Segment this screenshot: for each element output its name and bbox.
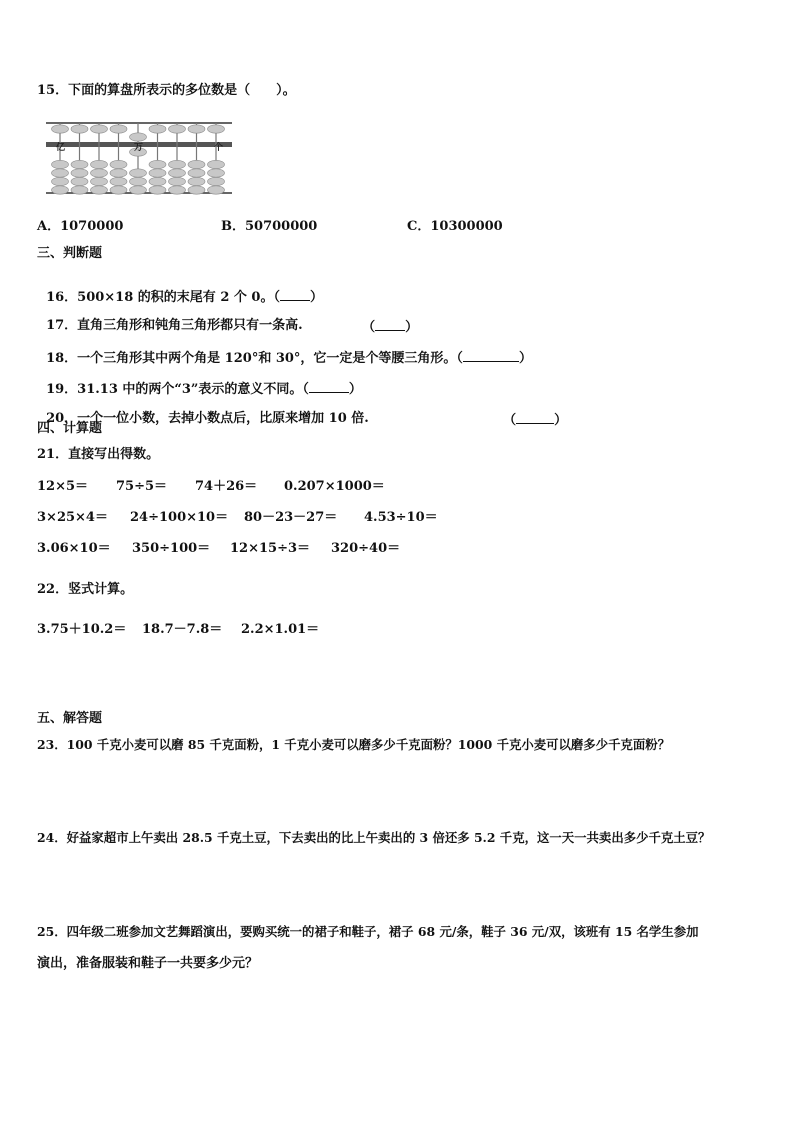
q17: 17．直角三角形和钝角三角形都只有一条高. [46,318,303,333]
abacus-lower-bead [110,177,127,185]
calc-item: 12×5＝ [37,479,89,494]
abacus-upper-bead [91,125,108,133]
abacus-lower-bead [208,169,225,177]
calc-item: 320÷40＝ [331,541,401,556]
q17-answer-blank: （ ） [362,320,419,335]
abacus-lower-bead [208,160,225,168]
vertical-calc-item: 3.75＋10.2＝ [37,622,127,637]
calc-item: 80－23－27＝ [244,510,338,525]
abacus-lower-bead [71,177,88,185]
calc-item: 74＋26＝ [195,479,258,494]
abacus-upper-bead [169,125,186,133]
vertical-calc-item: 2.2×1.01＝ [241,622,320,637]
abacus-lower-bead [188,186,205,194]
abacus-lower-bead [91,160,108,168]
q21-stem: 21．直接写出得数。 [37,447,160,462]
abacus-lower-bead [208,186,225,194]
abacus-lower-bead [169,177,186,185]
q15-stem: 15．下面的算盘所表示的多位数是（ ）。 [37,83,296,98]
abacus-lower-bead [149,160,166,168]
q20-answer-blank: （ ） [503,413,568,428]
abacus-label-wan: 万 [134,143,144,153]
abacus-lower-bead [91,169,108,177]
q15-option-a: A．1070000 [37,219,124,234]
abacus-lower-bead [91,177,108,185]
abacus-lower-bead [169,186,186,194]
vertical-calc-item: 18.7－7.8＝ [142,622,223,637]
abacus-lower-bead [188,160,205,168]
abacus-lower-bead [71,186,88,194]
abacus-lower-bead [71,169,88,177]
abacus-lower-bead [110,186,127,194]
abacus-image [44,120,234,196]
calc-item: 0.207×1000＝ [284,479,385,494]
q16: 16．500×18 的积的末尾有 2 个 0。（ ） [46,290,323,305]
calc-item: 3.06×10＝ [37,541,111,556]
q23: 23．100 千克小麦可以磨 85 千克面粉，1 千克小麦可以磨多少千克面粉？1000 千克小麦可以磨多少千克面粉？ [37,737,671,752]
abacus-lower-bead [91,186,108,194]
abacus-upper-bead [208,125,225,133]
abacus-lower-bead [169,160,186,168]
q15-option-b: B．50700000 [221,219,318,234]
abacus-lower-bead [149,177,166,185]
abacus-lower-bead [52,177,69,185]
abacus-lower-bead [130,177,147,185]
calc-item: 12×15÷3＝ [230,541,311,556]
q25-line2: 演出，准备服装和鞋子一共要多少元？ [37,956,259,971]
abacus-upper-bead [188,125,205,133]
calc-item: 75÷5＝ [116,479,168,494]
abacus-lower-bead [188,177,205,185]
abacus-lower-bead [52,160,69,168]
calc-item: 24÷100×10＝ [130,510,229,525]
calc-item: 4.53÷10＝ [364,510,438,525]
section4-title: 四、计算题 [37,421,103,436]
q19: 19．31.13 中的两个“3”表示的意义不同。（ ） [46,382,362,397]
q25-line1: 25．四年级二班参加文艺舞蹈演出，要购买统一的裙子和鞋子，裙子 68 元/条，鞋子 36 元/双，该班有 15 名学生参加 [37,924,699,939]
abacus-lower-bead [169,169,186,177]
abacus-upper-bead [71,125,88,133]
q22-stem: 22．竖式计算。 [37,582,134,597]
q24: 24．好益家超市上午卖出 28.5 千克土豆，下去卖出的比上午卖出的 3 倍还多 5.2 千克，这一天一共卖出多少千克土豆？ [37,830,711,845]
section3-title: 三、判断题 [37,246,103,261]
q20: 20．一个一位小数，去掉小数点后，比原来增加 10 倍. [46,411,369,426]
abacus-lower-bead [110,160,127,168]
calc-item: 350÷100＝ [132,541,211,556]
abacus-lower-bead [130,186,147,194]
abacus-lower-bead [149,186,166,194]
abacus-lower-bead [52,169,69,177]
abacus-upper-bead [52,125,69,133]
q15-option-c: C．10300000 [407,219,503,234]
abacus-lower-bead [149,169,166,177]
calc-item: 3×25×4＝ [37,510,108,525]
abacus-upper-bead [110,125,127,133]
abacus-upper-bead [130,133,147,141]
abacus-lower-bead [71,160,88,168]
abacus-label-ge: 个 [214,143,224,153]
abacus-label-yi: 亿 [56,143,66,153]
abacus-lower-bead [130,169,147,177]
abacus-lower-bead [110,169,127,177]
abacus-lower-bead [188,169,205,177]
abacus-lower-bead [208,177,225,185]
abacus-lower-bead [52,186,69,194]
abacus-upper-bead [149,125,166,133]
section5-title: 五、解答题 [37,711,103,726]
q18: 18．一个三角形其中两个角是 120°和 30°，它一定是个等腰三角形。（ ） [46,351,532,366]
